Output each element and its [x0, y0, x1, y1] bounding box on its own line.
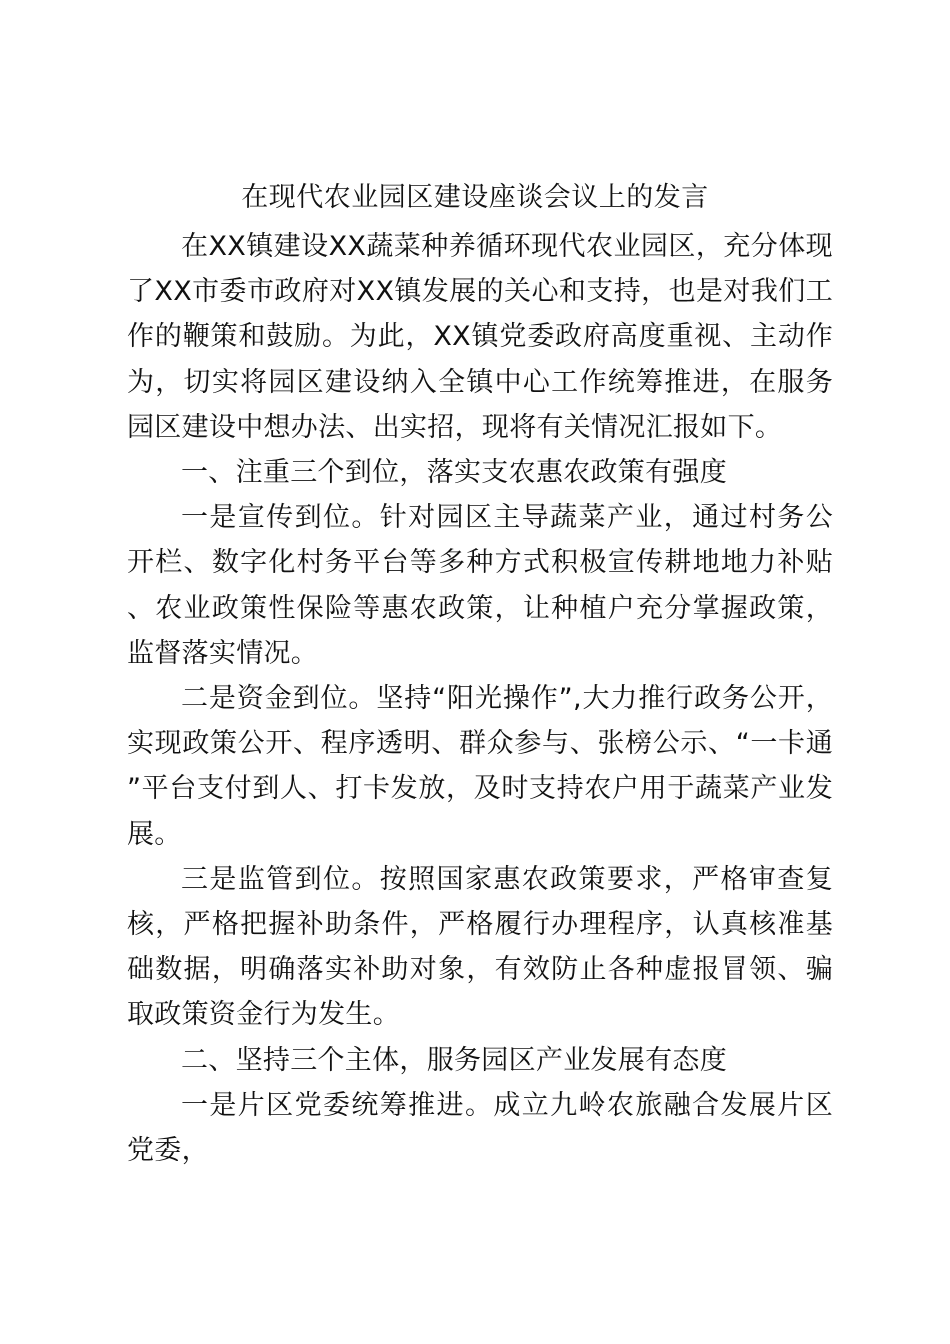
paragraph-supervision: 三是监管到位。按照国家惠农政策要求，严格审查复核，严格把握补助条件，严格履行办理程序，认真核准基础数据，明确落实补助对象，有效防止各种虚报冒领、骗取政策资金行为发生。	[127, 863, 833, 1031]
paragraph-funding: 二是资金到位。坚持“阳光操作”,大力推行政务公开，实现政策公开、程序透明、群众参与、张榜公示、“一卡通”平台支付到人、打卡发放，及时支持农户用于蔬菜产业发展。	[127, 683, 833, 850]
section-heading-1: 一、注重三个到位，落实支农惠农政策有强度	[181, 457, 727, 489]
paragraph-party-committee: 一是片区党委统筹推进。成立九岭农旅融合发展片区党委，	[127, 1089, 833, 1167]
document-title: 在现代农业园区建设座谈会议上的发言	[241, 182, 709, 213]
paragraph-publicity: 一是宣传到位。针对园区主导蔬菜产业，通过村务公开栏、数字化村务平台等多种方式积极宣传耕地地力补贴、农业政策性保险等惠农政策，让种植户充分掌握政策，监督落实情况。	[127, 502, 833, 669]
document-body	[127, 224, 833, 1173]
intro-paragraph: 在XX镇建设XX蔬菜种养循环现代农业园区，充分体现了XX市委市政府对XX镇发展的关心和支持，也是对我们工作的鞭策和鼓励。为此，XX镇党委政府高度重视、主动作为，切实将园区建设纳入全镇中心工作统筹推进，在服务园区建设中想办法、出实招，现将有关情况汇报如下。	[127, 231, 833, 443]
section-heading-2: 二、坚持三个主体，服务园区产业发展有态度	[181, 1044, 727, 1076]
